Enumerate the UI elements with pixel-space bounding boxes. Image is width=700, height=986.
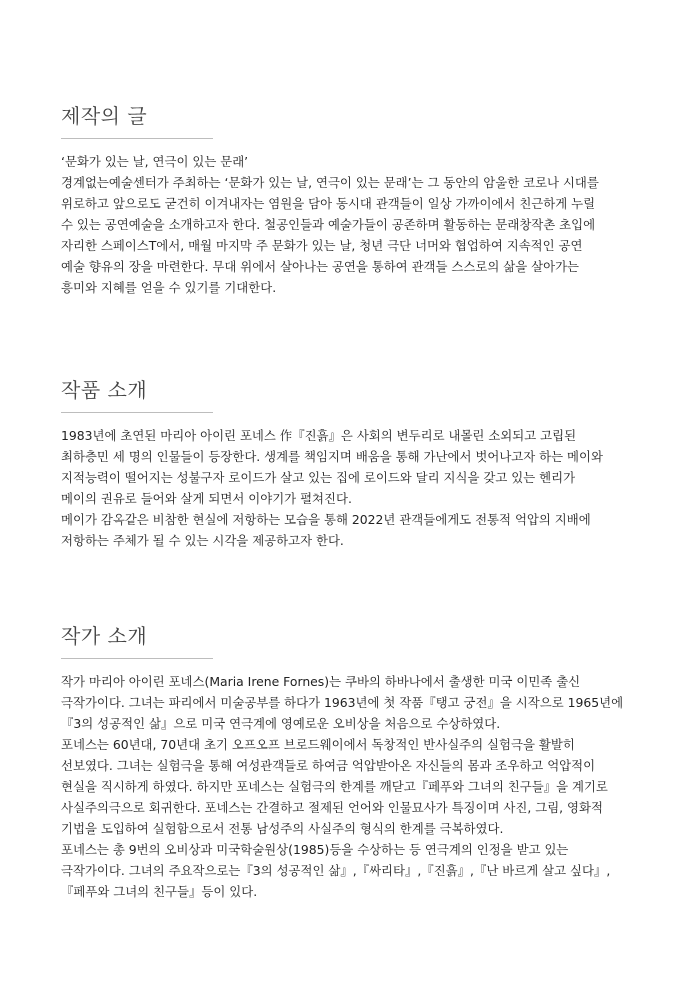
- text-line: 『3의 성공적인 삶』으로 미국 연극계에 영예로운 오비상을 처음으로 수상하였다.: [61, 716, 501, 731]
- text-line: 예술 향유의 장을 마련한다. 무대 위에서 살아나는 공연을 통하여 관객들 스스로의 삶을 살아가는: [61, 259, 580, 274]
- author-intro-body: [61, 671, 661, 902]
- work-intro-body: [61, 425, 661, 551]
- text-line: 기법을 도입하여 실험함으로서 전통 남성주의 사실주의 형식의 한계를 극복하였다.: [61, 821, 504, 836]
- text-line: 메이가 감옥같은 비참한 현실에 저항하는 모습을 통해 2022년 관객들에게도 전통적 억압의 지배에: [61, 512, 591, 527]
- text-line: 1983년에 초연된 마리아 아이린 포네스 作『진흙』은 사회의 변두리로 내몰린 소외되고 고립된: [61, 428, 577, 443]
- author-intro-section: [61, 623, 661, 902]
- text-line: 사실주의극으로 회귀한다. 포네스는 간결하고 절제된 언어와 인물묘사가 특징이며 사진, 그림, 영화적: [61, 800, 603, 815]
- title-underline: [61, 412, 213, 413]
- text-line: 위로하고 앞으로도 굳건히 이겨내자는 염원을 담아 동시대 관객들이 일상 가까이에서 친근하게 누릴: [61, 196, 596, 211]
- title-underline: [61, 138, 213, 139]
- text-line: 경계없는예술센터가 주최하는 ‘문화가 있는 날, 연극이 있는 문래’는 그 동안의 암울한 코로나 시대를: [61, 175, 599, 190]
- text-line: 최하층민 세 명의 인물들이 등장한다. 생계를 책임지며 배움을 통해 가난에서 벗어나고자 하는 메이와: [61, 449, 603, 464]
- text-line: 수 있는 공연예술을 소개하고자 한다. 철공인들과 예술가들이 공존하며 활동하는 문래창작촌 초입에: [61, 217, 596, 232]
- text-line: 지적능력이 떨어지는 성불구자 로이드가 살고 있는 집에 로이드와 달리 지식을 갖고 있는 헨리가: [61, 470, 576, 485]
- text-line: 메이의 권유로 들어와 살게 되면서 이야기가 펼쳐진다.: [61, 491, 352, 506]
- production-note-body: [61, 151, 661, 298]
- text-line: 극작가이다. 그녀의 주요작으로는『3의 성공적인 삶』,『싸리타』,『진흙』,『난 바르게 살고 싶다』,: [61, 863, 611, 878]
- text-line: 포네스는 총 9번의 오비상과 미국학술원상(1985)등을 수상하는 등 연극계의 인정을 받고 있는: [61, 842, 569, 857]
- production-note-title: 제작의 글: [61, 104, 148, 128]
- author-intro-title: 작가 소개: [61, 624, 148, 648]
- work-intro-section: [61, 377, 661, 551]
- text-line: 포네스는 60년대, 70년대 초기 오프오프 브로드웨이에서 독창적인 반사실주의 실험극을 활발히: [61, 737, 575, 752]
- work-intro-title: 작품 소개: [61, 378, 148, 402]
- text-line: 『페푸와 그녀의 친구들』등이 있다.: [61, 884, 258, 899]
- text-line: 극작가이다. 그녀는 파리에서 미술공부를 하다가 1963년에 첫 작품『탱고 궁전』을 시작으로 1965년에: [61, 695, 624, 710]
- text-line: 현실을 직시하게 하였다. 하지만 포네스는 실험극의 한계를 깨닫고『페푸와 그녀의 친구들』을 계기로: [61, 779, 608, 794]
- text-line: 흥미와 지혜를 얻을 수 있기를 기대한다.: [61, 280, 277, 295]
- text-line: 작가 마리아 아이린 포네스(Maria Irene Fornes)는 쿠바의 하바나에서 출생한 미국 이민족 출신: [61, 674, 581, 689]
- production-note-section: [61, 103, 661, 298]
- text-line: 선보였다. 그녀는 실험극을 통해 여성관객들로 하여금 억압받아온 자신들의 몸과 조우하고 억압적이: [61, 758, 596, 773]
- text-line: 자리한 스페이스T에서, 매월 마지막 주 문화가 있는 날, 청년 극단 너머와 협업하여 지속적인 공연: [61, 238, 583, 253]
- text-line: 저항하는 주체가 될 수 있는 시각을 제공하고자 한다.: [61, 533, 344, 548]
- title-underline: [61, 658, 213, 659]
- text-line: ‘문화가 있는 날, 연극이 있는 문래’: [61, 154, 249, 169]
